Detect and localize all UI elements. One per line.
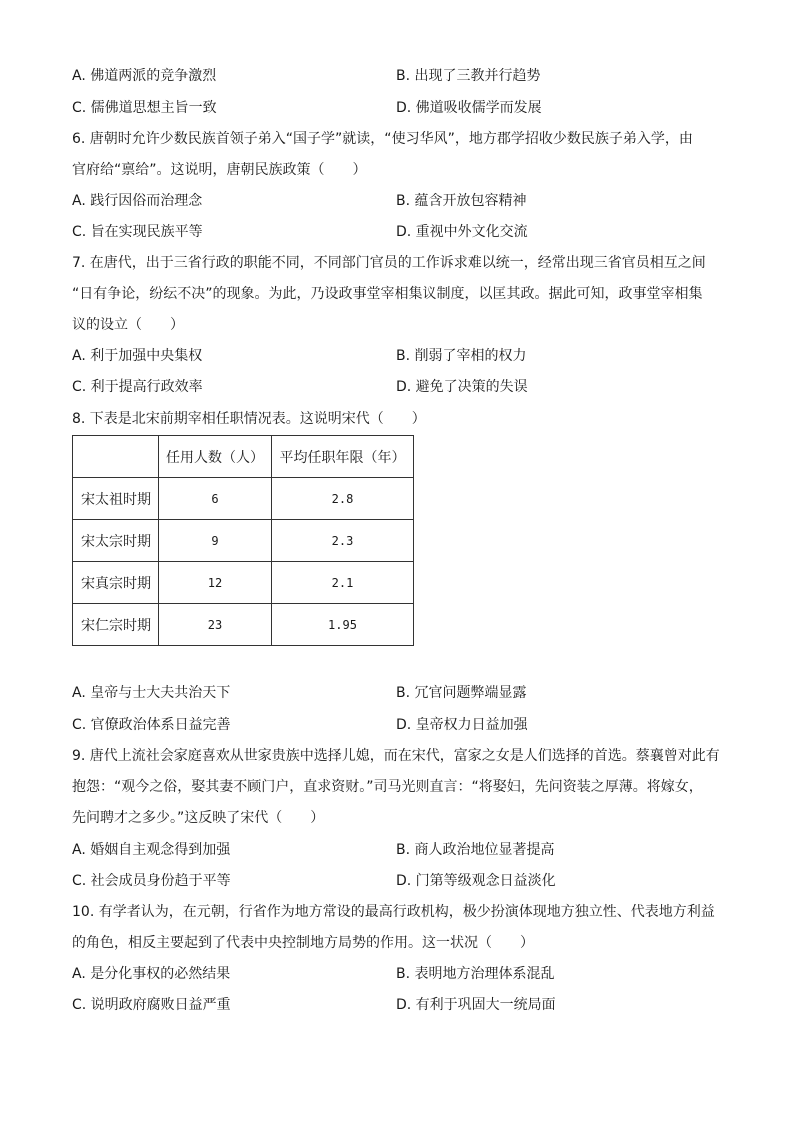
table-cell-count: 12 <box>159 562 272 604</box>
q9-option-c[interactable]: C. 社会成员身份趋于平等 <box>72 873 231 889</box>
q10-stem-line-2: 的角色，相反主要起到了代表中央控制地方局势的作用。这一状况（ ） <box>72 935 534 951</box>
q8-options-row-2 <box>72 715 732 735</box>
q8-options-row-1 <box>72 683 732 703</box>
q7-stem-line-3: 议的设立（ ） <box>72 317 184 333</box>
q10-option-d[interactable]: D. 有利于巩固大一统局面 <box>396 997 556 1013</box>
table-header-cell: 任用人数（人） <box>159 436 272 478</box>
table-row <box>73 604 414 646</box>
q5-options-row-1 <box>72 66 732 86</box>
q10-option-c[interactable]: C. 说明政府腐败日益严重 <box>72 997 231 1013</box>
q7-option-b[interactable]: B. 削弱了宰相的权力 <box>396 348 527 364</box>
q6-options-row-1 <box>72 191 732 211</box>
q5-option-d[interactable]: D. 佛道吸收儒学而发展 <box>396 100 542 116</box>
q10-options-row-2 <box>72 995 732 1015</box>
table-cell-period: 宋太宗时期 <box>73 520 159 562</box>
q9-stem-line-3: 先问聘才之多少。”这反映了宋代（ ） <box>72 810 325 826</box>
q7-option-a[interactable]: A. 利于加强中央集权 <box>72 348 203 364</box>
table-cell-count: 6 <box>159 478 272 520</box>
table-row <box>73 478 414 520</box>
table-cell-years: 2.8 <box>272 478 414 520</box>
table-cell-years: 1.95 <box>272 604 414 646</box>
q7-options-row-2 <box>72 377 732 397</box>
table-row <box>73 520 414 562</box>
q8-option-d[interactable]: D. 皇帝权力日益加强 <box>396 717 528 733</box>
q6-option-b[interactable]: B. 蕴含开放包容精神 <box>396 193 527 209</box>
table-header-cell <box>73 436 159 478</box>
q5-options-row-2 <box>72 98 732 118</box>
q6-options-row-2 <box>72 222 732 242</box>
q5-option-a[interactable]: A. 佛道两派的竞争激烈 <box>72 68 217 84</box>
table-cell-count: 23 <box>159 604 272 646</box>
table-header-cell: 平均任职年限（年） <box>272 436 414 478</box>
q9-options-row-1 <box>72 840 732 860</box>
q6-stem-line-2: 官府给“禀给”。这说明，唐朝民族政策（ ） <box>72 162 367 178</box>
q6-stem-line-1: 6. 唐朝时允许少数民族首领子弟入“国子学”就读，“使习华风”，地方郡学招收少数民族子弟入学，由 <box>72 131 693 147</box>
q5-option-b[interactable]: B. 出现了三教并行趋势 <box>396 68 541 84</box>
table-cell-years: 2.1 <box>272 562 414 604</box>
q9-option-b[interactable]: B. 商人政治地位显著提高 <box>396 842 555 858</box>
table-cell-period: 宋真宗时期 <box>73 562 159 604</box>
q10-option-b[interactable]: B. 表明地方治理体系混乱 <box>396 966 555 982</box>
q10-stem-line-1: 10. 有学者认为，在元朝，行省作为地方常设的最高行政机构，极少扮演体现地方独立性、代表地方利益 <box>72 904 715 920</box>
q8-option-c[interactable]: C. 官僚政治体系日益完善 <box>72 717 231 733</box>
q8-option-b[interactable]: B. 冗官问题弊端显露 <box>396 685 527 701</box>
q9-stem-line-1: 9. 唐代上流社会家庭喜欢从世家贵族中选择儿媳，而在宋代，富家之女是人们选择的首选。蔡襄曾对此有 <box>72 748 720 764</box>
q6-option-c[interactable]: C. 旨在实现民族平等 <box>72 224 203 240</box>
q7-stem-line-1: 7. 在唐代，出于三省行政的职能不同，不同部门官员的工作诉求难以统一，经常出现三省官员相互之间 <box>72 255 706 271</box>
q9-option-d[interactable]: D. 门第等级观念日益淡化 <box>396 873 556 889</box>
q6-option-a[interactable]: A. 践行因俗而治理念 <box>72 193 203 209</box>
table-row <box>73 562 414 604</box>
q7-stem-line-2: “日有争论，纷纭不决”的现象。为此，乃设政事堂宰相集议制度，以匡其政。据此可知，政事堂宰相集 <box>72 286 703 302</box>
chancellor-tenure-table <box>72 435 414 646</box>
q9-option-a[interactable]: A. 婚姻自主观念得到加强 <box>72 842 231 858</box>
table-cell-years: 2.3 <box>272 520 414 562</box>
q7-options-row-1 <box>72 346 732 366</box>
q9-options-row-2 <box>72 871 732 891</box>
q8-stem-line-1: 8. 下表是北宋前期宰相任职情况表。这说明宋代（ ） <box>72 411 426 427</box>
q5-option-c[interactable]: C. 儒佛道思想主旨一致 <box>72 100 217 116</box>
q10-option-a[interactable]: A. 是分化事权的必然结果 <box>72 966 231 982</box>
q6-option-d[interactable]: D. 重视中外文化交流 <box>396 224 528 240</box>
q7-option-c[interactable]: C. 利于提高行政效率 <box>72 379 203 395</box>
q10-options-row-1 <box>72 964 732 984</box>
table-cell-count: 9 <box>159 520 272 562</box>
q9-stem-line-2: 抱怨：“观今之俗，娶其妻不顾门户，直求资财。”司马光则直言：“将娶妇，先问资装之厚薄。将嫁女， <box>72 779 703 795</box>
table-cell-period: 宋太祖时期 <box>73 478 159 520</box>
q8-option-a[interactable]: A. 皇帝与士大夫共治天下 <box>72 685 231 701</box>
table-header-row <box>73 436 414 478</box>
q7-option-d[interactable]: D. 避免了决策的失误 <box>396 379 528 395</box>
table-cell-period: 宋仁宗时期 <box>73 604 159 646</box>
